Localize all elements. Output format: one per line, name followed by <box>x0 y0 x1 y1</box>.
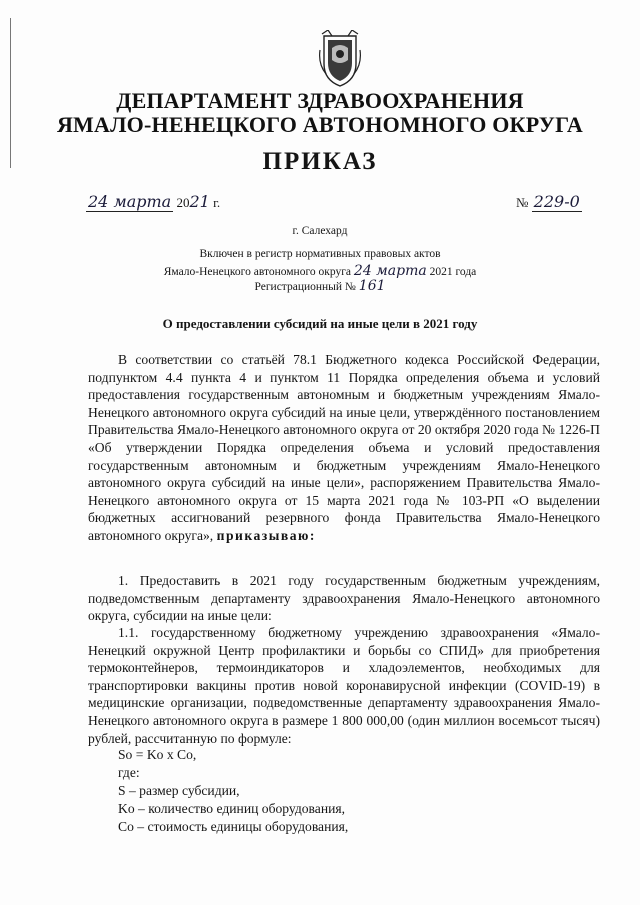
formula-where: где: <box>118 765 140 780</box>
handwritten-number: 229-0 <box>533 192 580 211</box>
year-suffix: г. <box>213 195 221 210</box>
point-1-text: 1. Предоставить в 2021 году государственным бюджетным учреждениям, подведомственным департаменту здравоохранения Ямало-Ненецкого автономного округа, субсидии на иные цели: <box>88 573 600 624</box>
formula: So = Ko x Co, <box>118 747 197 762</box>
number-prefix: № <box>516 195 529 210</box>
order-date <box>86 192 220 212</box>
registry-year-text: 2021 года <box>429 266 477 278</box>
definition-co: Co – стоимость единицы оборудования, <box>118 819 349 834</box>
point-1-1 <box>88 624 600 747</box>
definition-ko: Ko – количество единиц оборудования, <box>118 801 346 816</box>
registry-handwritten-date: 24 марта <box>353 263 427 279</box>
preamble-paragraph <box>88 351 600 545</box>
registry-line1: Включен в регистр нормативных правовых актов <box>199 248 441 260</box>
year-printed: 20 <box>176 195 190 210</box>
registry-line2 <box>0 263 640 279</box>
handwritten-date: 24 марта <box>88 192 172 211</box>
point-1-1-text: 1.1. государственному бюджетному учреждению здравоохранения «Ямало-Ненецкий окружной Центр профилактики и борьбы со СПИД» для приобретения термоконтейнеров, термоиндикаторов и хладоэлементов, необходимых для транспортировки вакцины против новой коронавирусной инфекции (COVID-19) в медицинские организации, подведомственные департаменту здравоохранения Ямало-Ненецкого автономного округа в размере 1 800 000,00 (один миллион восемьсот тысяч) рублей, рассчитанную по формуле: <box>88 625 600 746</box>
preamble-text: В соответствии со статьёй 78.1 Бюджетного кодекса Российской Федерации, подпунктом 4.4 пункта 4 и пунктом 11 Порядка определения объема и условий предоставления государственным автономным и бюджетным учреждениям Ямало-Ненецкого автономного округа субсидий на иные цели, утверждённого постановлением Правительства Ямало-Ненецкого автономного округа от 20 октября 2020 года № 1226-П «Об утверждении Порядка определения объема и условий предоставления государственным автономным и бюджетным учреждениям Ямало-Ненецкого автономного округа субсидий на иные цели», распоряжением Правительства Ямало-Ненецкого автономного округа от 15 марта 2021 года № 103-РП «О выделении бюджетных ассигнований резервного фонда Правительства Ямало-Ненецкого автономного округа», <box>88 352 600 543</box>
order-subject: О предоставлении субсидий на иные цели в 2021 году <box>162 316 478 331</box>
handwritten-year: 21 <box>189 192 210 211</box>
department-title-line2: ЯМАЛО-НЕНЕЦКОГО АВТОНОМНОГО ОКРУГА <box>56 112 584 137</box>
registry-handwritten-number: 161 <box>358 278 386 294</box>
document-type-title: ПРИКАЗ <box>262 148 378 175</box>
department-title-line1: ДЕПАРТАМЕНТ ЗДРАВООХРАНЕНИЯ <box>116 88 524 113</box>
registry-line3 <box>0 278 640 294</box>
city-line: г. Салехард <box>292 225 348 237</box>
order-number <box>516 192 582 212</box>
registry-region-text: Ямало-Ненецкого автономного округа <box>163 266 352 278</box>
point-1 <box>88 572 600 625</box>
coat-of-arms-emblem <box>318 30 362 88</box>
definition-s: S – размер субсидии, <box>118 783 240 798</box>
registry-number-label: Регистрационный № <box>254 281 356 293</box>
decree-word: приказываю: <box>216 527 316 543</box>
